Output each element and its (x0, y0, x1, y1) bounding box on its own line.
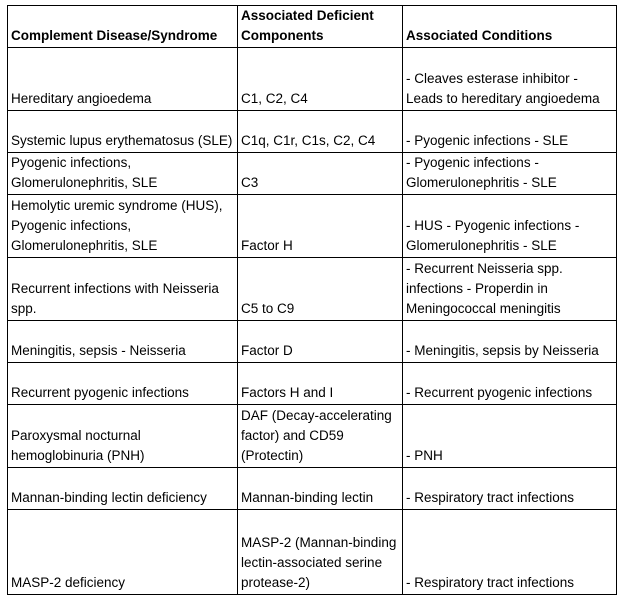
conditions-cell: - Respiratory tract infections (403, 510, 617, 595)
table-row (8, 510, 617, 595)
table-row (8, 48, 617, 111)
table-row (8, 405, 617, 468)
conditions-cell: - Cleaves esterase inhibitor - Leads to hereditary angioedema (403, 48, 617, 111)
table-row (8, 363, 617, 405)
disease-cell: Pyogenic infections, Glomerulonephritis, SLE (8, 153, 238, 195)
table-row (8, 321, 617, 363)
disease-cell: Mannan-binding lectin deficiency (8, 468, 238, 510)
header-disease: Complement Disease/Syndrome (8, 6, 238, 48)
components-cell: C5 to C9 (238, 258, 403, 321)
table-row (8, 258, 617, 321)
components-cell: Factors H and I (238, 363, 403, 405)
components-cell: C1q, C1r, C1s, C2, C4 (238, 111, 403, 153)
disease-cell: Hereditary angioedema (8, 48, 238, 111)
disease-cell: MASP-2 deficiency (8, 510, 238, 595)
components-cell: Factor H (238, 195, 403, 258)
conditions-cell: - Pyogenic infections - Glomerulonephritis - SLE (403, 153, 617, 195)
disease-cell: Hemolytic uremic syndrome (HUS), Pyogenic infections, Glomerulonephritis, SLE (8, 195, 238, 258)
components-cell: Mannan-binding lectin (238, 468, 403, 510)
disease-cell: Recurrent infections with Neisseria spp. (8, 258, 238, 321)
components-cell: DAF (Decay-accelerating factor) and CD59 (Protectin) (238, 405, 403, 468)
table-row (8, 153, 617, 195)
conditions-cell: - Pyogenic infections - SLE (403, 111, 617, 153)
components-cell: Factor D (238, 321, 403, 363)
header-components: Associated Deficient Components (238, 6, 403, 48)
disease-cell: Recurrent pyogenic infections (8, 363, 238, 405)
components-cell: MASP-2 (Mannan-binding lectin-associated serine protease-2) (238, 510, 403, 595)
conditions-cell: - Meningitis, sepsis by Neisseria (403, 321, 617, 363)
table-row (8, 111, 617, 153)
conditions-cell: - Respiratory tract infections (403, 468, 617, 510)
table-row (8, 468, 617, 510)
complement-deficiency-table (7, 5, 617, 595)
header-conditions: Associated Conditions (403, 6, 617, 48)
disease-cell: Paroxysmal nocturnal hemoglobinuria (PNH) (8, 405, 238, 468)
conditions-cell: - Recurrent Neisseria spp. infections - Properdin in Meningococcal meningitis (403, 258, 617, 321)
table-row (8, 195, 617, 258)
components-cell: C1, C2, C4 (238, 48, 403, 111)
header-row (8, 6, 617, 48)
conditions-cell: - PNH (403, 405, 617, 468)
disease-cell: Systemic lupus erythematosus (SLE) (8, 111, 238, 153)
components-cell: C3 (238, 153, 403, 195)
conditions-cell: - HUS - Pyogenic infections - Glomerulonephritis - SLE (403, 195, 617, 258)
disease-cell: Meningitis, sepsis - Neisseria (8, 321, 238, 363)
conditions-cell: - Recurrent pyogenic infections (403, 363, 617, 405)
